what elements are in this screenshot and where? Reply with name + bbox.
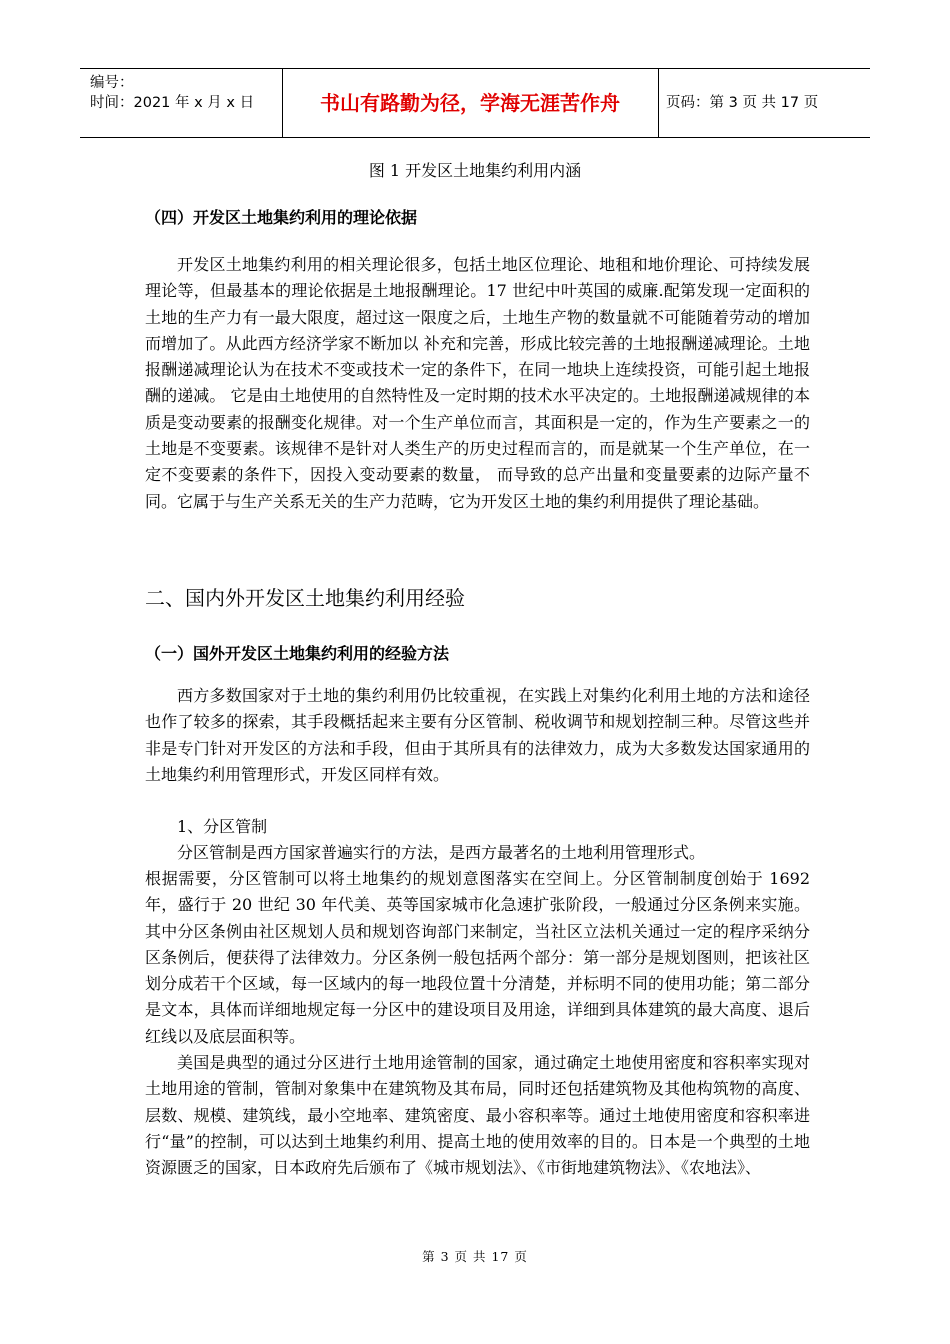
header-meta [90, 73, 254, 113]
paragraph-zoning-3: 美国是典型的通过分区进行土地用途管制的国家，通过确定土地使用密度和容积率实现对土地用途的管制，管制对象集中在建筑物及其布局，同时还包括建筑物及其他构筑物的高度、层数、规模、建筑线，最小空地率、建筑密度、最小容积率等。通过土地使用密度和容积率进行“量”的控制，可以达到土地集约利用、提高土地的使用效率的目的。日本是一个典型的土地资源匮乏的国家，日本政府先后颁布了《城市规划法》、《市街地建筑物法》、《农地法》、 [145, 1053, 810, 1178]
page-header [80, 68, 870, 138]
page-footer: 第 3 页 共 17 页 [422, 1249, 528, 1264]
header-page-info: 页码：第 3 页 共 17 页 [666, 95, 819, 111]
header-divider-right [658, 69, 659, 137]
document-date: 时间：2021 年 x 月 x 日 [90, 95, 255, 111]
header-motto: 书山有路勤为径，学海无涯苦作舟 [320, 91, 620, 115]
section-heading-theory: （四）开发区土地集约利用的理论依据 [145, 208, 418, 227]
paragraph-theory: 开发区土地集约利用的相关理论很多，包括土地区位理论、地租和地价理论、可持续发展理论等，但最基本的理论依据是土地报酬理论。17 世纪中叶英国的威廉.配第发现一定面积的土地的生产力有一最大限度，超过这一限度之后，土地生产物的数量就不可能随着劳动的增加而增加了。从此西方经济学家不断加以 补充和完善，形成比较完善的土地报酬递减理论。土地报酬递减理论认为在技术不变或技术一定的条件下，在同一地块上连续投资，可能引起土地报酬的递减。 它是由土地使用的自然特性及一定时期的技术水平决定的。土地报酬递减规律的本质是变动要素的报酬变化规律。对一个生产单位而言，其面积是一定的，作为生产要素之一的土地是不变要素。该规律不是针对人类生产的历史过程而言的，而是就某一个生产单位，在一定不变要素的条件下，因投入变动要素的数量， 而导致的总产出量和变量要素的边际产量不同。它属于与生产关系无关的生产力范畴，它为开发区土地的集约利用提供了理论基础。 [145, 255, 810, 511]
paragraph-zoning-1: 分区管制是西方国家普遍实行的方法，是西方最著名的土地利用管理形式。 [177, 843, 706, 862]
paragraph-zoning-2: 根据需要，分区管制可以将土地集约的规划意图落实在空间上。分区管制制度创始于 1692 年，盛行于 20 世纪 30 年代美、英等国家城市化急速扩张阶段，一般通过分区条例来实施。其中分区条例由社区规划人员和规划咨询部门来制定，当社区立法机关通过一定的程序采纳分区条例后，便获得了法律效力。分区条例一般包括两个部分：第一部分是规划图则，把该社区划分成若干个区域，每一区域内的每一地段位置十分清楚，并标明不同的使用功能；第二部分是文本，具体而详细地规定每一分区中的建设项目及用途，详细到具体建筑的最大高度、退后红线以及底层面积等。 [145, 869, 810, 1046]
section-heading-foreign: （一）国外开发区土地集约利用的经验方法 [145, 644, 450, 663]
item-heading-zoning: 1、分区管制 [177, 817, 268, 836]
chapter-heading: 二、国内外开发区土地集约利用经验 [145, 586, 465, 610]
figure-caption: 图 1 开发区土地集约利用内涵 [368, 161, 582, 180]
paragraph-foreign-intro: 西方多数国家对于土地的集约利用仍比较重视，在实践上对集约化利用土地的方法和途径也作了较多的探索，其手段概括起来主要有分区管制、税收调节和规划控制三种。尽管这些并非是专门针对开发区的方法和手段，但由于其所具有的法律效力，成为大多数发达国家通用的土地集约利用管理形式，开发区同样有效。 [145, 686, 810, 784]
document-number-label: 编号： [90, 75, 134, 91]
